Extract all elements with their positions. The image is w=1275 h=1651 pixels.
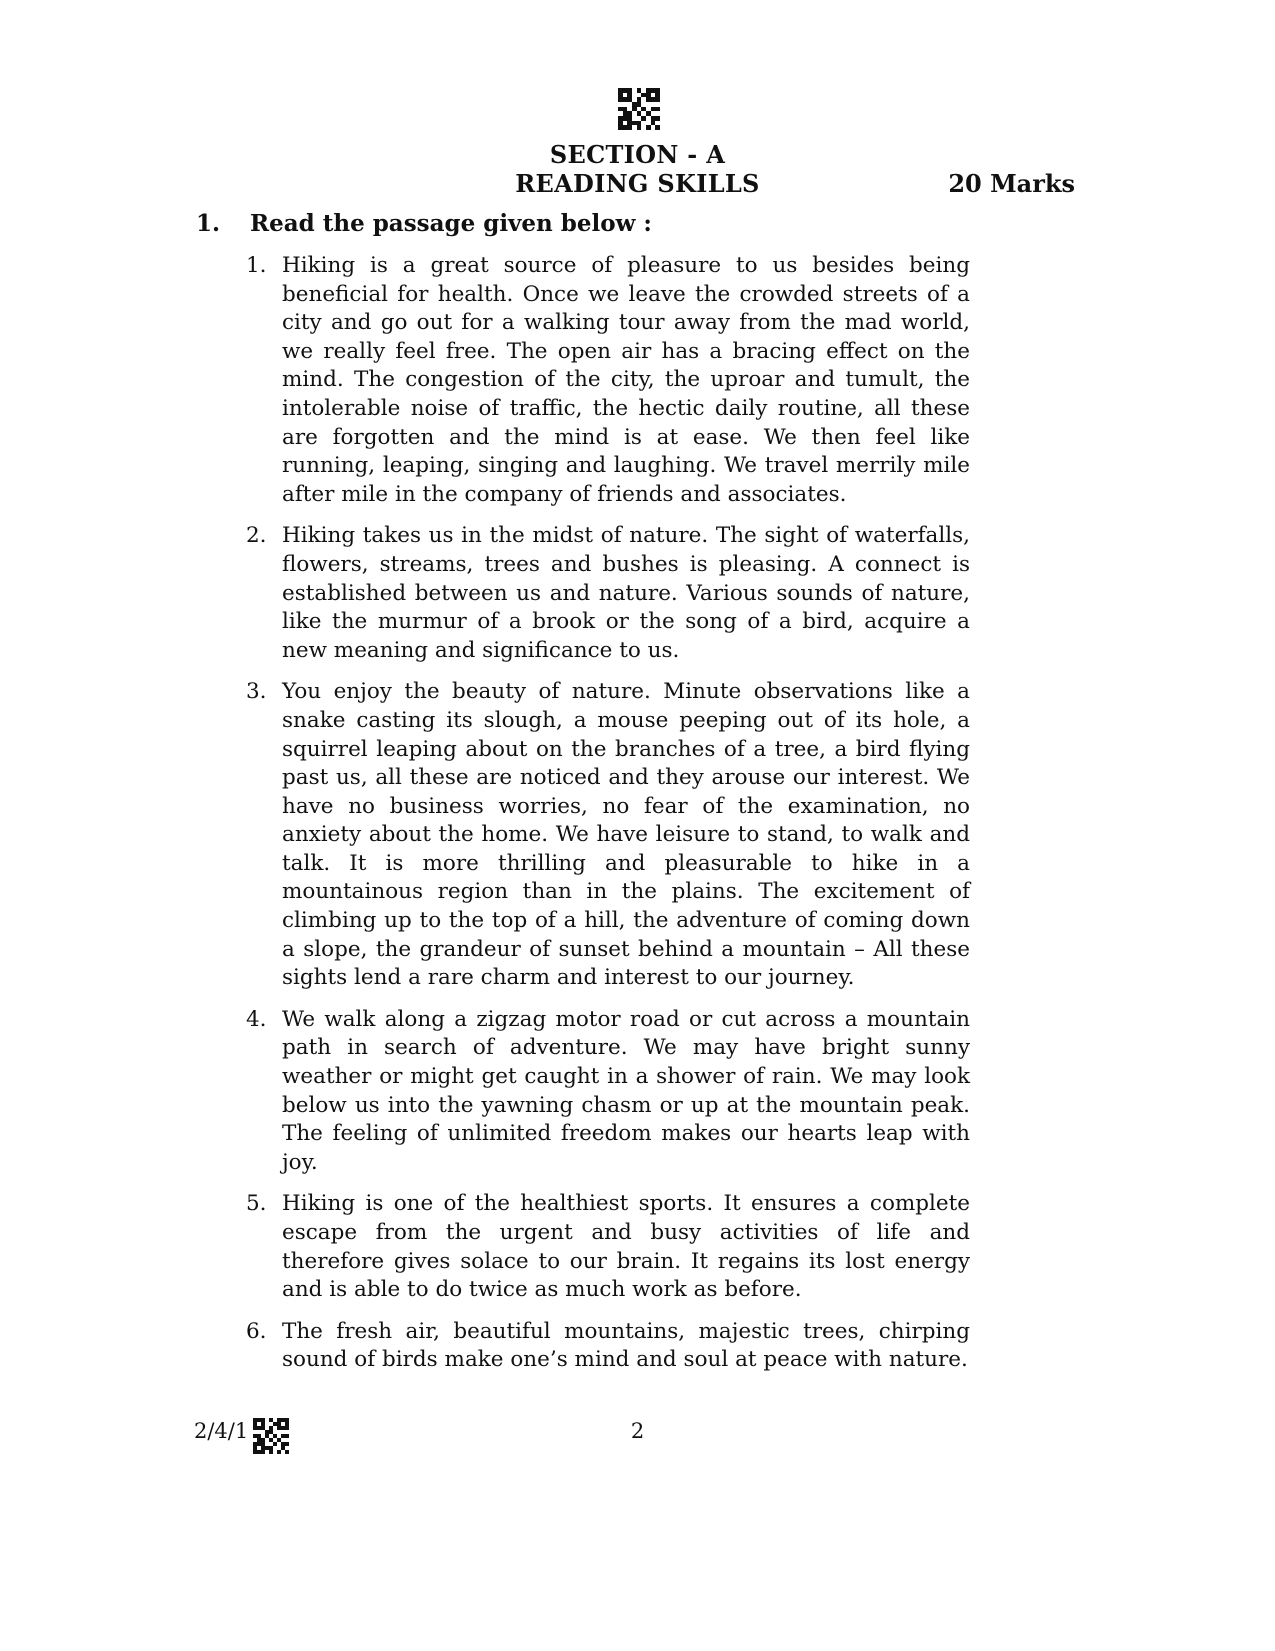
- paragraph-text: We walk along a zigzag motor road or cut across a mountain path in search of adventure. We may have bright sunny weather or might get caught in a shower of rain. We may look below us into the yawning chasm or up at the mountain peak. The feeling of unlimited freedom makes our hearts leap with joy.: [282, 1006, 970, 1175]
- passage-paragraph: [246, 522, 970, 665]
- section-subtitle: READING SKILLS: [515, 169, 760, 198]
- paragraph-number: 5.: [246, 1191, 267, 1217]
- paragraph-number: 6.: [246, 1318, 267, 1344]
- paragraph-number: 3.: [246, 679, 267, 705]
- paragraph-text: Hiking is a great source of pleasure to us besides being beneficial for health. Once we leave the crowded streets of a city and go out for a walking tour away from the mad world, we really feel free. The open air has a bracing effect on the mind. The congestion of the city, the uproar and tumult, the intolerable noise of traffic, the hectic daily routine, all these are forgotten and the mind is at ease. We then feel like running, leaping, singing and laughing. We travel merrily mile after mile in the company of friends and associates.: [282, 253, 970, 507]
- qr-code-icon: [618, 88, 660, 130]
- page-number: 2: [630, 1419, 645, 1443]
- passage-paragraph: [246, 1190, 970, 1304]
- paragraph-text: The fresh air, beautiful mountains, majestic trees, chirping sound of birds make one’s mind and soul at peace with nature.: [282, 1318, 970, 1373]
- passage-paragraph: [246, 252, 970, 509]
- passage-paragraph: [246, 678, 970, 993]
- question-instruction: Read the passage given below :: [250, 210, 652, 237]
- paragraph-text: Hiking is one of the healthiest sports. It ensures a complete escape from the urgent and busy activities of life and therefore gives solace to our brain. It regains its lost energy and is able to do twice as much work as before.: [282, 1191, 970, 1303]
- paragraph-number: 4.: [246, 1006, 267, 1032]
- paper-code: 2/4/1: [194, 1419, 249, 1443]
- paragraph-text: You enjoy the beauty of nature. Minute observations like a snake casting its slough, a mouse peeping out of its hole, a squirrel leaping about on the branches of a tree, a bird flying past us, all these are noticed and they arouse our interest. We have no business worries, no fear of the examination, no anxiety about the home. We have leisure to stand, to walk and talk. It is more thrilling and pleasurable to hike in a mountainous region than in the plains. The excitement of climbing up to the top of a hill, the adventure of coming down a slope, the grandeur of sunset behind a mountain – All these sights lend a rare charm and interest to our journey.: [282, 679, 970, 991]
- marks-label: 20 Marks: [948, 169, 1075, 198]
- paragraph-number: 1.: [246, 253, 267, 278]
- question-number: 1.: [196, 210, 221, 237]
- passage-paragraph: [246, 1006, 970, 1178]
- passage-paragraph: [246, 1318, 970, 1375]
- paragraph-number: 2.: [246, 523, 267, 549]
- paragraph-text: Hiking takes us in the midst of nature. The sight of waterfalls, flowers, streams, trees and bushes is pleasing. A connect is established between us and nature. Various sounds of nature, like the murmur of a brook or the song of a bird, acquire a new meaning and significance to us.: [282, 523, 970, 663]
- section-title: SECTION - A: [549, 140, 726, 169]
- passage-list: [246, 252, 970, 1388]
